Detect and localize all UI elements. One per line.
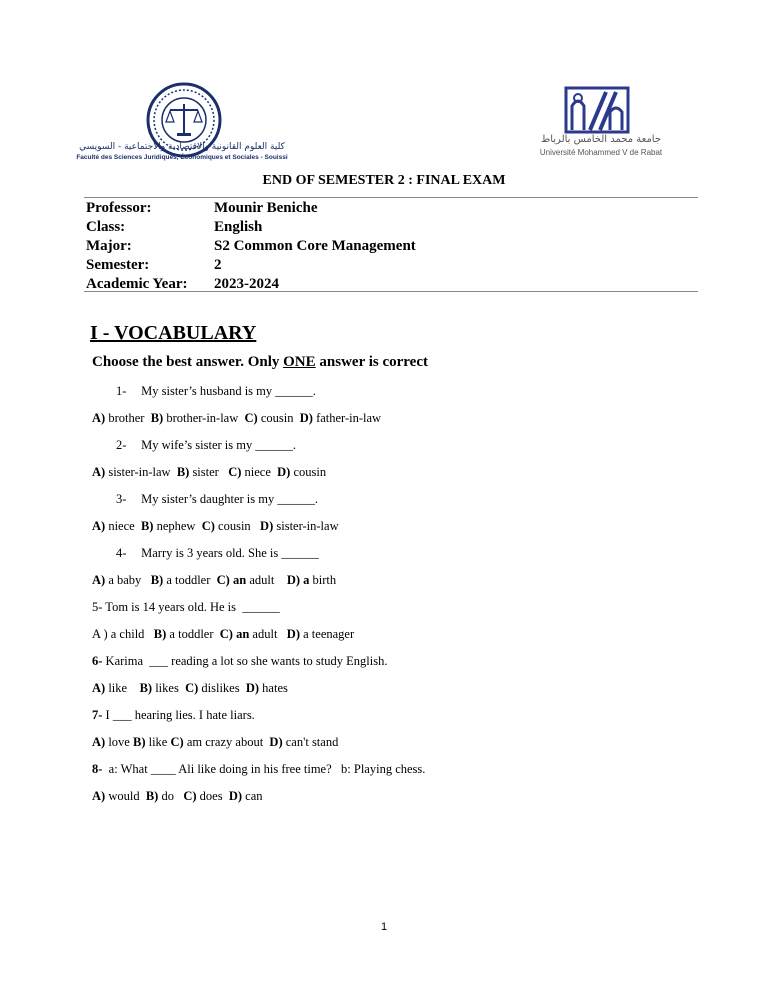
option-d-letter: D) bbox=[269, 735, 283, 749]
question-8 bbox=[92, 762, 425, 777]
question-number: 6- bbox=[92, 654, 103, 668]
option-c-letter: C) bbox=[228, 465, 242, 479]
option-c: adult bbox=[246, 573, 287, 587]
option-b-letter: B) bbox=[139, 681, 153, 695]
faculty-logo-arabic-text: كلية العلوم القانونية والاقتصادية والاجتماعية - السويسي bbox=[79, 142, 285, 152]
option-d: father-in-law bbox=[312, 411, 382, 425]
question-text: My wife’s sister is my ______. bbox=[141, 438, 296, 452]
course-info-table bbox=[86, 199, 416, 294]
faculty-logo-french-text: Faculté des Sciences Juridiques, Économiques et Sociales - Souissi bbox=[76, 154, 288, 161]
question-number: 4- bbox=[116, 546, 127, 560]
option-b: nephew bbox=[153, 519, 202, 533]
question-7 bbox=[92, 708, 255, 723]
info-key: Semester: bbox=[86, 257, 150, 273]
option-d-letter: D) bbox=[286, 627, 300, 641]
question-number: 2- bbox=[116, 438, 127, 452]
university-logo bbox=[530, 86, 672, 160]
option-c-letter: C) an bbox=[216, 573, 247, 587]
university-logo-french-text: Université Mohammed V de Rabat bbox=[539, 148, 663, 157]
section-title: I - VOCABULARY bbox=[90, 322, 257, 344]
info-value: 2023-2024 bbox=[214, 276, 279, 292]
option-d: a teenager bbox=[300, 627, 355, 641]
info-value: 2 bbox=[214, 257, 222, 273]
option-a: like bbox=[105, 681, 140, 695]
options-5 bbox=[92, 627, 354, 642]
option-a: sister-in-law bbox=[105, 465, 177, 479]
option-b-letter: B) bbox=[140, 519, 154, 533]
page-number: 1 bbox=[380, 921, 388, 933]
option-d: can't stand bbox=[282, 735, 339, 749]
question-2 bbox=[116, 438, 296, 453]
question-text: a: What ____ Ali like doing in his free time? b: Playing chess. bbox=[102, 762, 426, 776]
options-8 bbox=[92, 789, 263, 804]
question-5 bbox=[92, 600, 280, 615]
option-a-letter: A) bbox=[92, 789, 106, 803]
exam-title: END OF SEMESTER 2 : FINAL EXAM bbox=[262, 173, 506, 188]
option-b-letter: B) bbox=[150, 411, 164, 425]
option-b: a toddler bbox=[166, 627, 220, 641]
option-c-letter: C) bbox=[244, 411, 258, 425]
option-c: adult bbox=[249, 627, 287, 641]
question-1 bbox=[116, 384, 316, 399]
option-d-letter: D) bbox=[277, 465, 291, 479]
option-a-letter: A) bbox=[92, 681, 106, 695]
info-row-semester bbox=[86, 256, 416, 275]
option-c: cousin bbox=[257, 411, 300, 425]
option-a-letter: A) bbox=[92, 519, 106, 533]
question-3 bbox=[116, 492, 318, 507]
question-6 bbox=[92, 654, 387, 669]
question-text: 5- Tom is 14 years old. He is ______ bbox=[92, 600, 280, 614]
instruction-text-end: answer is correct bbox=[315, 354, 428, 370]
option-a: love bbox=[105, 735, 133, 749]
option-c-letter: C) bbox=[185, 681, 199, 695]
options-6 bbox=[92, 681, 288, 696]
option-b-letter: B) bbox=[153, 627, 167, 641]
option-b-letter: B) bbox=[150, 573, 164, 587]
question-number: 3- bbox=[116, 492, 127, 506]
info-value: English bbox=[214, 219, 263, 235]
question-number: 8- bbox=[92, 762, 103, 776]
option-b: do bbox=[158, 789, 184, 803]
option-c: dislikes bbox=[198, 681, 246, 695]
question-text: My sister’s daughter is my ______. bbox=[141, 492, 318, 506]
option-a-letter: A) bbox=[92, 573, 106, 587]
option-d-letter: D) bbox=[260, 519, 274, 533]
option-a: a baby bbox=[105, 573, 151, 587]
option-d: cousin bbox=[290, 465, 327, 479]
info-row-class bbox=[86, 218, 416, 237]
option-d-letter: D) bbox=[245, 681, 260, 695]
info-key: Major: bbox=[86, 238, 132, 254]
divider-bottom bbox=[84, 291, 698, 292]
instruction-text: Choose the best answer. Only bbox=[92, 354, 284, 370]
option-d: hates bbox=[259, 681, 288, 695]
option-c: does bbox=[196, 789, 229, 803]
option-b: like bbox=[145, 735, 171, 749]
option-d: can bbox=[242, 789, 263, 803]
option-a: brother bbox=[105, 411, 151, 425]
option-a: niece bbox=[105, 519, 141, 533]
option-d-letter: D) a bbox=[286, 573, 310, 587]
question-number: 7- bbox=[92, 708, 103, 722]
option-b: likes bbox=[152, 681, 186, 695]
question-text: Marry is 3 years old. She is ______ bbox=[141, 546, 319, 560]
options-4 bbox=[92, 573, 336, 588]
option-d-letter: D) bbox=[228, 789, 243, 803]
info-key: Academic Year: bbox=[86, 276, 188, 292]
question-text: Karima ___ reading a lot so she wants to study English. bbox=[102, 654, 388, 668]
option-a: A ) a child bbox=[92, 627, 154, 641]
option-a-letter: A) bbox=[92, 735, 106, 749]
instruction bbox=[92, 354, 428, 371]
faculty-logo bbox=[76, 82, 288, 162]
divider-top bbox=[84, 197, 698, 198]
option-d: sister-in-law bbox=[273, 519, 339, 533]
university-logo-arabic-text: جامعة محمد الخامس بالرباط bbox=[540, 134, 662, 145]
question-4 bbox=[116, 546, 319, 561]
option-a-letter: A) bbox=[92, 465, 106, 479]
option-c: am crazy about bbox=[183, 735, 270, 749]
option-b: brother-in-law bbox=[163, 411, 245, 425]
option-b-letter: B) bbox=[132, 735, 146, 749]
instruction-emphasis: ONE bbox=[283, 354, 316, 370]
option-c: niece bbox=[241, 465, 278, 479]
option-a-letter: A) bbox=[92, 411, 106, 425]
option-c-letter: C) bbox=[183, 789, 197, 803]
option-c-letter: C) an bbox=[219, 627, 250, 641]
option-b-letter: B) bbox=[176, 465, 190, 479]
info-value: S2 Common Core Management bbox=[214, 238, 416, 254]
option-c-letter: C) bbox=[170, 735, 184, 749]
option-c-letter: C) bbox=[201, 519, 215, 533]
info-key: Professor: bbox=[86, 200, 152, 216]
option-b: sister bbox=[189, 465, 229, 479]
info-row-major bbox=[86, 237, 416, 256]
option-d-letter: D) bbox=[299, 411, 313, 425]
options-1 bbox=[92, 411, 381, 426]
question-text: My sister’s husband is my ______. bbox=[141, 384, 316, 398]
options-2 bbox=[92, 465, 326, 480]
option-c: cousin bbox=[214, 519, 261, 533]
info-value: Mounir Beniche bbox=[214, 200, 318, 216]
option-a: would bbox=[105, 789, 146, 803]
info-row-professor bbox=[86, 199, 416, 218]
question-text: I ___ hearing lies. I hate liars. bbox=[102, 708, 255, 722]
option-b-letter: B) bbox=[145, 789, 159, 803]
options-7 bbox=[92, 735, 338, 750]
university-emblem-icon bbox=[530, 86, 672, 134]
option-d: birth bbox=[309, 573, 337, 587]
options-3 bbox=[92, 519, 339, 534]
question-number: 1- bbox=[116, 384, 127, 398]
info-key: Class: bbox=[86, 219, 126, 235]
option-b: a toddler bbox=[163, 573, 217, 587]
